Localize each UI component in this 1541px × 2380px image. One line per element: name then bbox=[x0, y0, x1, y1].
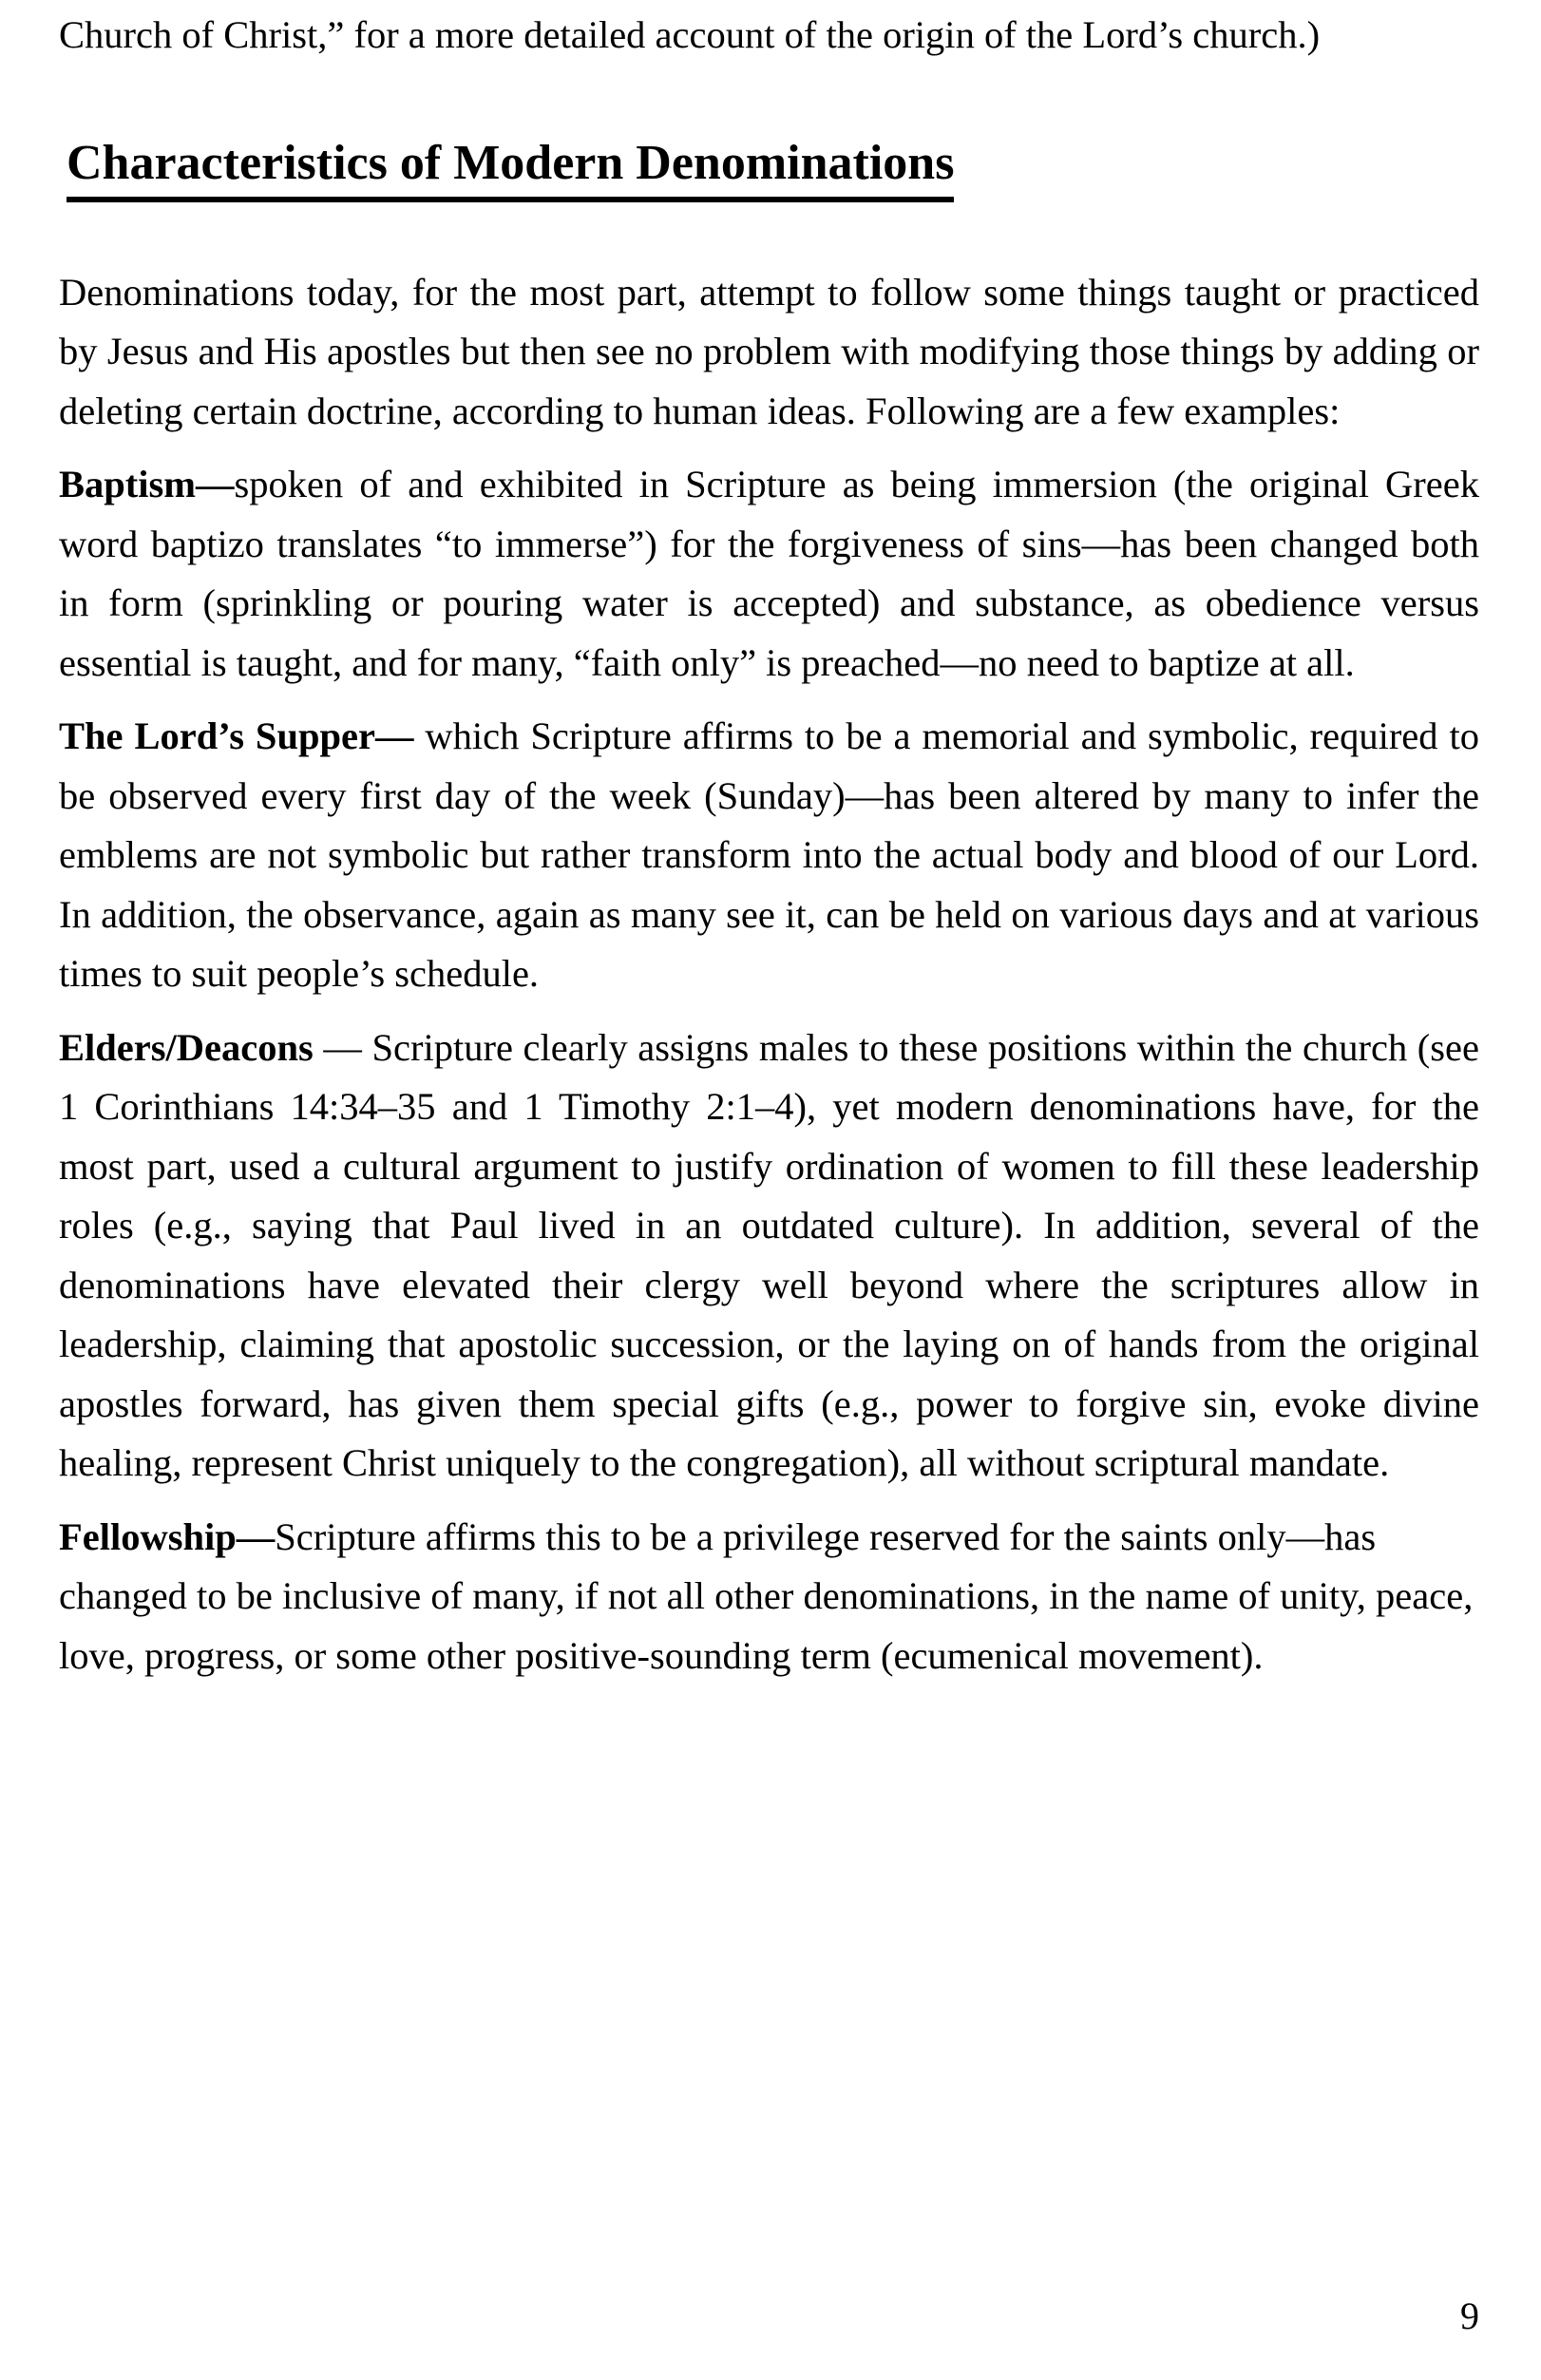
paragraph-continuation: Church of Christ,” for a more detailed account of the origin of the Lord’s church.) bbox=[59, 13, 1321, 56]
topic-paragraph-elders-deacons bbox=[59, 1019, 1479, 1494]
spacer-paragraph-4 bbox=[59, 1494, 1479, 1508]
topic-paragraph-fellowship bbox=[59, 1508, 1479, 1686]
topic-paragraph-baptism bbox=[59, 455, 1479, 693]
topic-body-baptism: spoken of and exhibited in Scripture as being immersion (the original Greek word baptizo translates “to immerse”) for the forgiveness of sins—has been changed both in form (sprinkling or pouring water is accepted) and substance, as obedience versus essential is taught, and for many, “faith only” is preached—no need to baptize at all. bbox=[59, 463, 1479, 684]
spacer-paragraph-3 bbox=[59, 1004, 1479, 1019]
topic-lead-elders-deacons: Elders/Deacons bbox=[59, 1025, 314, 1069]
spacer-paragraph-1 bbox=[59, 441, 1479, 455]
topic-body-lords-supper: which Scripture affirms to be a memorial and symbolic, required to be observed every first day of the week (Sunday)—has been altered by many to infer the emblems are not symbolic but rather transform into the actual body and blood of our Lord. In addition, the observance, again as many see it, can be held on various days and at various times to suit people’s schedule. bbox=[59, 714, 1479, 995]
section-heading-wrapper bbox=[59, 134, 1479, 202]
topic-lead-dash-baptism: — bbox=[196, 463, 235, 505]
intro-paragraph: Denominations today, for the most part, attempt to follow some things taught or practiced by Jesus and His apostles but then see no problem with modifying those things by adding or deleting certain doctrine, according to human ideas. Following are a few examples: bbox=[59, 270, 1479, 432]
spacer-after-heading bbox=[59, 202, 1479, 263]
topic-body-fellowship: Scripture affirms this to be a privilege reserved for the saints only—has changed to be inclusive of many, if not all other denominations, in the name of unity, peace, love, progress, or some other positive-sounding term (ecumenical movement). bbox=[59, 1514, 1474, 1677]
topic-lead-fellowship: Fellowship bbox=[59, 1514, 237, 1558]
page-content bbox=[59, 0, 1479, 1685]
topic-lead-baptism: Baptism bbox=[59, 463, 197, 505]
topic-lead-dash-lords-supper: — bbox=[374, 714, 414, 757]
topic-body-elders-deacons: — Scripture clearly assigns males to these positions within the church (see 1 Corinthians 14:34–35 and 1 Timothy 2:1–4), yet modern denominations have, for the most part, used a cultural argument to justify ordination of women to fill these leadership roles (e.g., saying that Paul lived in an outdated culture). In addition, several of the denominations have elevated their clergy well beyond where the scriptures allow in leadership, claiming that apostolic succession, or the laying on of hands from the original apostles forward, has given them special gifts (e.g., power to forgive sin, evoke divine healing, represent Christ uniquely to the congregation), all without scriptural mandate. bbox=[59, 1025, 1479, 1484]
topic-lead-dash-fellowship: — bbox=[236, 1514, 276, 1558]
page-title: Characteristics of Modern Denominations bbox=[67, 134, 954, 202]
spacer-paragraph-2 bbox=[59, 693, 1479, 707]
topic-paragraph-lords-supper bbox=[59, 707, 1479, 1004]
topic-lead-lords-supper: The Lord’s Supper bbox=[59, 714, 375, 757]
spacer-before-heading bbox=[59, 66, 1479, 134]
page-number: 9 bbox=[1460, 2294, 1479, 2337]
